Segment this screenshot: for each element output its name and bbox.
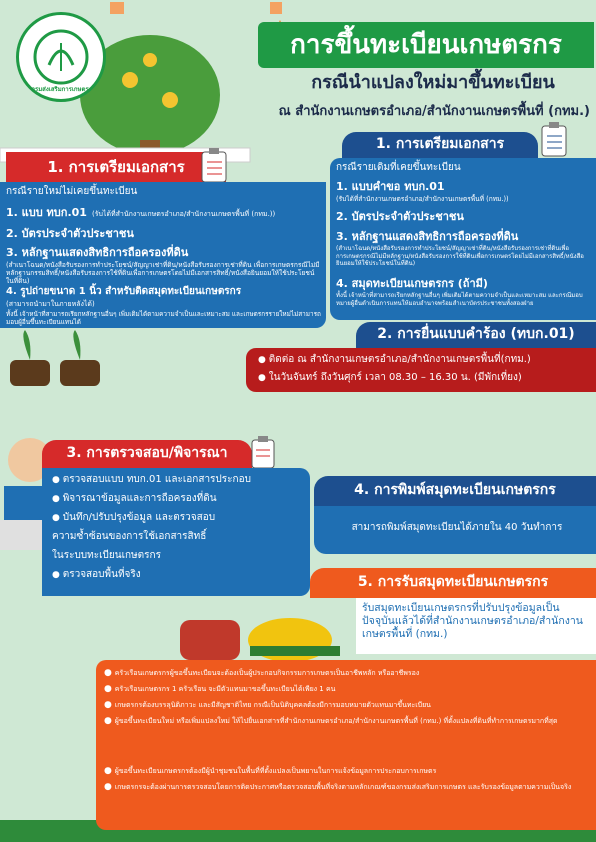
note-item: ● ครัวเรือนเกษตรกรผู้ขอขึ้นทะเบียนจะต้องเป็นผู้ประกอบกิจกรรมการเกษตรเป็นอาชีพหลัก หรืออาชีพรอง (104, 668, 588, 679)
step3-panel (42, 468, 310, 596)
step2-heading: 2. การยื่นแบบคำร้อง (ทบก.01) (356, 322, 596, 348)
left-item1-title: 1. แบบ ทบก.01 (6, 206, 87, 219)
step3-heading: 3. การตรวจสอบ/พิจารณา (42, 440, 252, 468)
right-item1-title: 1. แบบคำขอ ทบก.01 (336, 180, 445, 193)
left-item3-note: (สำเนาโฉนด/หนังสือรับรองการทำประโยชน์/สัญญาเช่าที่ดิน/หนังสือรับรองการเช่าที่ดิน เพื่อการเกษตรกรณีไม่มีหลักฐานกรรมสิทธิ์/หนังสือรับรองการใช้ที่ดินเพื่อการเกษตรโดยไม่มีเอกสารสิทธิ์/หนังสือยินยอมให้ใช้ประโยชน์ในที่ดิน) (6, 261, 320, 286)
left-item4-note: (สามารถนำมาในภายหลังได้) (6, 300, 95, 308)
step3-item: ● ตรวจสอบพื้นที่จริง (52, 569, 306, 582)
left-item4-title: 4. รูปถ่ายขนาด 1 นิ้ว สำหรับติดสมุดทะเบียนเกษตรกร (6, 286, 242, 297)
note-item: ● เกษตรกรจะต้องผ่านการตรวจสอบโดยการติดประกาศหรือตรวจสอบพื้นที่จริงตามหลักเกณฑ์ของกรมส่งเสริมการเกษตร และรับรองข้อมูลตามความเป็นจริง (104, 782, 588, 793)
page-title: การขึ้นทะเบียนเกษตรกร (258, 22, 594, 68)
step5-heading: 5. การรับสมุดทะเบียนเกษตรกร (310, 568, 596, 598)
clipboard-icon (250, 436, 278, 470)
right-docs-intro: กรณีรายเดิมที่เคยขึ้นทะเบียน (336, 162, 461, 173)
left-item1-note: (รับได้ที่สำนักงานเกษตรอำเภอ/สำนักงานเกษตรพื้นที่ (กทม.)) (92, 210, 276, 218)
note-item: ● ผู้ขอขึ้นทะเบียนใหม่ หรือเพิ่มแปลงใหม่ ให้ไปยื่นเอกสารที่สำนักงานเกษตรอำเภอ/สำนักงานเกษตรพื้นที่ (กทม.) ที่ตั้งแปลงที่ดินที่ทำการเกษตรมากที่สุด (104, 716, 588, 727)
right-docs-footnote: ทั้งนี้ เจ้าหน้าที่สามารถเรียกหลักฐานอื่นๆ เพิ่มเติมได้ตามความจำเป็นและเหมาะสม และกรณีมอบหมายผู้อื่นดำเนินการแทนให้มอบอำนาจพร้อมสำเนาบัตรประชาชนทั้งสองฝ่าย (336, 292, 583, 307)
step4-heading: 4. การพิมพ์สมุดทะเบียนเกษตรกร (314, 476, 596, 506)
step2-panel (246, 348, 596, 392)
logo-text: กรมส่งเสริมการเกษตร (31, 86, 89, 93)
left-docs-footnote: ทั้งนี้ เจ้าหน้าที่สามารถเรียกหลักฐานอื่นๆ เพิ่มเติมได้ตามความจำเป็นและเหมาะสม และเกษตรกรรายใหม่ไม่สามารถมอบผู้อื่นขึ้นทะเบียนแทนได้ (6, 310, 321, 326)
office-line: ณ สำนักงานเกษตรอำเภอ/สำนักงานเกษตรพื้นที่ (กทม.) (278, 104, 590, 119)
left-docs-panel (0, 182, 326, 328)
step3-item: ความซ้ำซ้อนของการใช้เอกสารสิทธิ์ (52, 531, 207, 542)
step5-panel (356, 598, 596, 654)
right-item1-note: (รับได้ที่สำนักงานเกษตรอำเภอ/สำนักงานเกษตรพื้นที่ (กทม.)) (336, 195, 509, 203)
right-item2-title: 2. บัตรประจำตัวประชาชน (336, 210, 464, 223)
seal-icon (31, 27, 91, 87)
clipboard-icon (200, 148, 230, 184)
step3-item: ในระบบทะเบียนเกษตรกร (52, 550, 161, 561)
page-subtitle: กรณีนำแปลงใหม่มาขึ้นทะเบียน (311, 72, 555, 93)
note-item: ● ครัวเรือนเกษตรกร 1 ครัวเรือน จะมีตัวแทนมาขอขึ้นทะเบียนได้เพียง 1 คน (104, 684, 588, 695)
step4-panel (314, 506, 596, 554)
step4-text: สามารถพิมพ์สมุดทะเบียนได้ภายใน 40 วันทำการ (351, 522, 563, 533)
clipboard-icon (540, 122, 570, 158)
left-docs-heading: 1. การเตรียมเอกสาร (6, 152, 226, 182)
left-item2-title: 2. บัตรประจำตัวประชาชน (6, 227, 134, 240)
right-docs-panel (330, 158, 596, 320)
note-item: ● ผู้ขอขึ้นทะเบียนเกษตรกรต้องมีผู้นำชุมชนในพื้นที่ที่ตั้งแปลงเป็นพยานในการแจ้งข้อมูลการประกอบการเกษตร (104, 766, 588, 777)
left-item3-title: 3. หลักฐานแสดงสิทธิการถือครองที่ดิน (6, 246, 189, 259)
step3-item: ● พิจารณาข้อมูลและการถือครองที่ดิน (52, 493, 306, 506)
note-item: ● เกษตรกรต้องบรรลุนิติภาวะ และมีสัญชาติไทย กรณีเป็นนิติบุคคลต้องมีการมอบหมายตัวแทนมาขึ้นทะเบียน (104, 700, 588, 711)
right-item4-title: 4. สมุดทะเบียนเกษตรกร (ถ้ามี) (336, 277, 488, 290)
step2-line2: ● ในวันจันทร์ ถึงวันศุกร์ เวลา 08.30 – 16.30 น. (มีพักเที่ยง) (258, 372, 594, 385)
right-item3-title: 3. หลักฐานแสดงสิทธิการถือครองที่ดิน (336, 230, 519, 243)
notes-panel (96, 660, 596, 830)
step5-text: รับสมุดทะเบียนเกษตรกรที่ปรับปรุงข้อมูลเป็นปัจจุบันแล้วได้ที่สำนักงานเกษตรอำเภอ/สำนักงานเกษตรพื้นที่ (กทม.) (362, 602, 583, 641)
step3-item: ● ตรวจสอบแบบ ทบก.01 และเอกสารประกอบ (52, 474, 306, 487)
right-item3-note: (สำเนาโฉนด/หนังสือรับรองการทำประโยชน์/สัญญาเช่าที่ดิน/หนังสือรับรองการเช่าที่ดินเพื่อการเกษตรกรณีไม่มีหลักฐาน/หนังสือรับรองการใช้ที่ดินเพื่อการเกษตรโดยไม่มีเอกสารสิทธิ์/หนังสือยินยอมให้ใช้ประโยชน์ในที่ดิน) (336, 245, 584, 267)
left-docs-intro: กรณีรายใหม่ไม่เคยขึ้นทะเบียน (6, 186, 138, 197)
step3-item: ● บันทึก/ปรับปรุงข้อมูล และตรวจสอบ (52, 512, 306, 525)
right-docs-heading: 1. การเตรียมเอกสาร (342, 132, 538, 158)
step2-line1: ● ติดต่อ ณ สำนักงานเกษตรอำเภอ/สำนักงานเกษตรพื้นที่(กทม.) (258, 354, 594, 367)
